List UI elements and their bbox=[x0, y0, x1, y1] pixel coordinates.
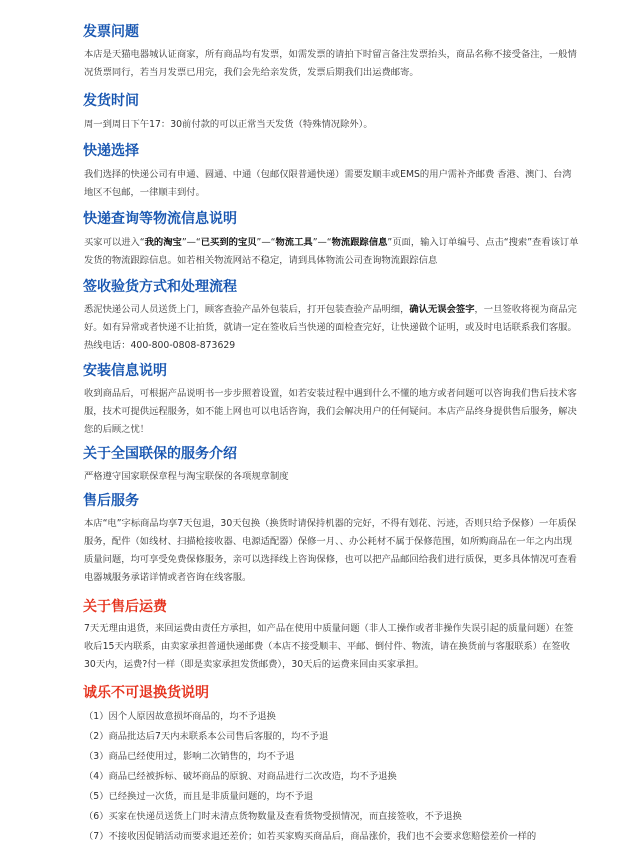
list-item: （5）已经换过一次货，而且是非质量问题的，均不予退 bbox=[84, 791, 314, 802]
section-freight bbox=[0, 597, 620, 674]
section-title: 售后服务 bbox=[83, 493, 139, 509]
section-install bbox=[0, 361, 620, 439]
section-text: 悉泥快递公司人员送货上门，顾客查验产品外包装后，打开包装查验产品明细，确认无误会签字，一旦签收将视为商品完好。如有异常或者快递不让拍货，就请一定在签收后当快递的面检查完好，让快递做个证明，或及时电话联系我们客服。 热线电话：400-800-0808-873629 bbox=[84, 304, 577, 351]
section-title: 诚乐不可退换货说明 bbox=[83, 685, 209, 701]
section-title: 关于全国联保的服务介绍 bbox=[83, 446, 237, 462]
section-text: 本店“电”字标商品均享7天包退，30天包换（换货时请保持机器的完好，不得有划花、污迹，否则只给予保修）一年质保服务，配件（如线材、扫描枪接收器、电源适配器）保修一月、、办公耗材不属于保修范围，如所购商品在一年之内出现质量问题，均可享受免费保修服务，亲可以选择线上咨询保修，也可以把产品邮回给我们进行质保，更多具体情况可查看电器城服务承诺详情或者咨询在线客服。 bbox=[84, 518, 577, 583]
no-return-list bbox=[0, 707, 620, 847]
section-text: 严格遵守国家联保章程与淘宝联保的各项规章制度 bbox=[84, 471, 289, 482]
section-text: 7天无理由退货，来回运费由责任方承担，如产品在使用中质量问题（非人工操作或者非操作失误引起的质量问题）在签收后15天内联系，由卖家承担普通快递邮费（本店不接受顺丰、平邮、倒付件、物流，请在换货前与客服联系）在签收30天内，运费?付一样（即是卖家承担发货邮费），30天后的运费来回由买家承担。 bbox=[84, 623, 574, 670]
list-item: （3）商品已经使用过，影响二次销售的，均不予退 bbox=[84, 751, 295, 762]
section-text: 周一到周日下午17：30前付款的可以正常当天发货（特殊情况除外）。 bbox=[84, 119, 373, 130]
section-invoice bbox=[0, 22, 620, 82]
section-text: 我们选择的快递公司有申通、圆通、中通（包邮仅限普通快递）需要发顺丰或EMS的用户需补齐邮费 香港、澳门、台湾地区不包邮，一律顺丰到付。 bbox=[84, 169, 572, 198]
section-title: 快递选择 bbox=[83, 143, 139, 159]
section-title: 快递查询等物流信息说明 bbox=[83, 211, 237, 227]
section-receipt bbox=[0, 277, 620, 355]
section-text: 本店是天猫电器城认证商家，所有商品均有发票，如需发票的请拍下时留言备注发票抬头，商品名称不接受备注，一般情况货票同行，若当月发票已用完，我们会先给亲发货，发票后期我们出运费邮寄。 bbox=[84, 49, 577, 78]
section-title: 关于售后运费 bbox=[83, 599, 167, 615]
list-item: （2）商品批达后7天内未联系本公司售后客服的，均不予退 bbox=[84, 731, 329, 742]
section-title: 发票问题 bbox=[83, 24, 139, 40]
list-item: （6）买家在快递员送货上门时未清点货物数量及查看货物受损情况，而直接签收，不予退换 bbox=[84, 811, 462, 822]
section-ship-time bbox=[0, 91, 620, 134]
list-item: （4）商品已经被拆标、破坏商品的原貌、对商品进行二次改造，均不予退换 bbox=[84, 771, 397, 782]
section-text: 收到商品后，可根据产品说明书一步步照着设置，如若安装过程中遇到什么不懂的地方或者问题可以咨询我们售后技术客服，技术可提供远程服务，如不能上网也可以电话咨询，我们会解决用户的任何疑问。本店产品终身提供售后服务，解决您的后顾之忧！ bbox=[84, 388, 577, 435]
list-item: （1）因个人原因故意损坏商品的，均不予退换 bbox=[84, 711, 276, 722]
section-no-return bbox=[0, 683, 620, 847]
section-warranty bbox=[0, 444, 620, 486]
section-text: 买家可以进入“我的淘宝”—“已买到的宝贝”—“物流工具”—“物流跟踪信息”页面，输入订单编号、点击“搜索”查看该订单发货的物流跟踪信息。如若相关物流网站不稳定，请到具体物流公司查询物流跟踪信息 bbox=[84, 237, 579, 266]
section-title: 安装信息说明 bbox=[83, 363, 167, 379]
section-tracking bbox=[0, 209, 620, 270]
section-title: 签收验货方式和处理流程 bbox=[83, 279, 237, 295]
list-item: （7）不接收因促销活动而要求退还差价；如若买家购买商品后，商品涨价，我们也不会要求您赔偿差价一样的 bbox=[84, 831, 537, 842]
section-title: 发货时间 bbox=[83, 93, 139, 109]
section-after-sale bbox=[0, 491, 620, 587]
section-express bbox=[0, 141, 620, 202]
